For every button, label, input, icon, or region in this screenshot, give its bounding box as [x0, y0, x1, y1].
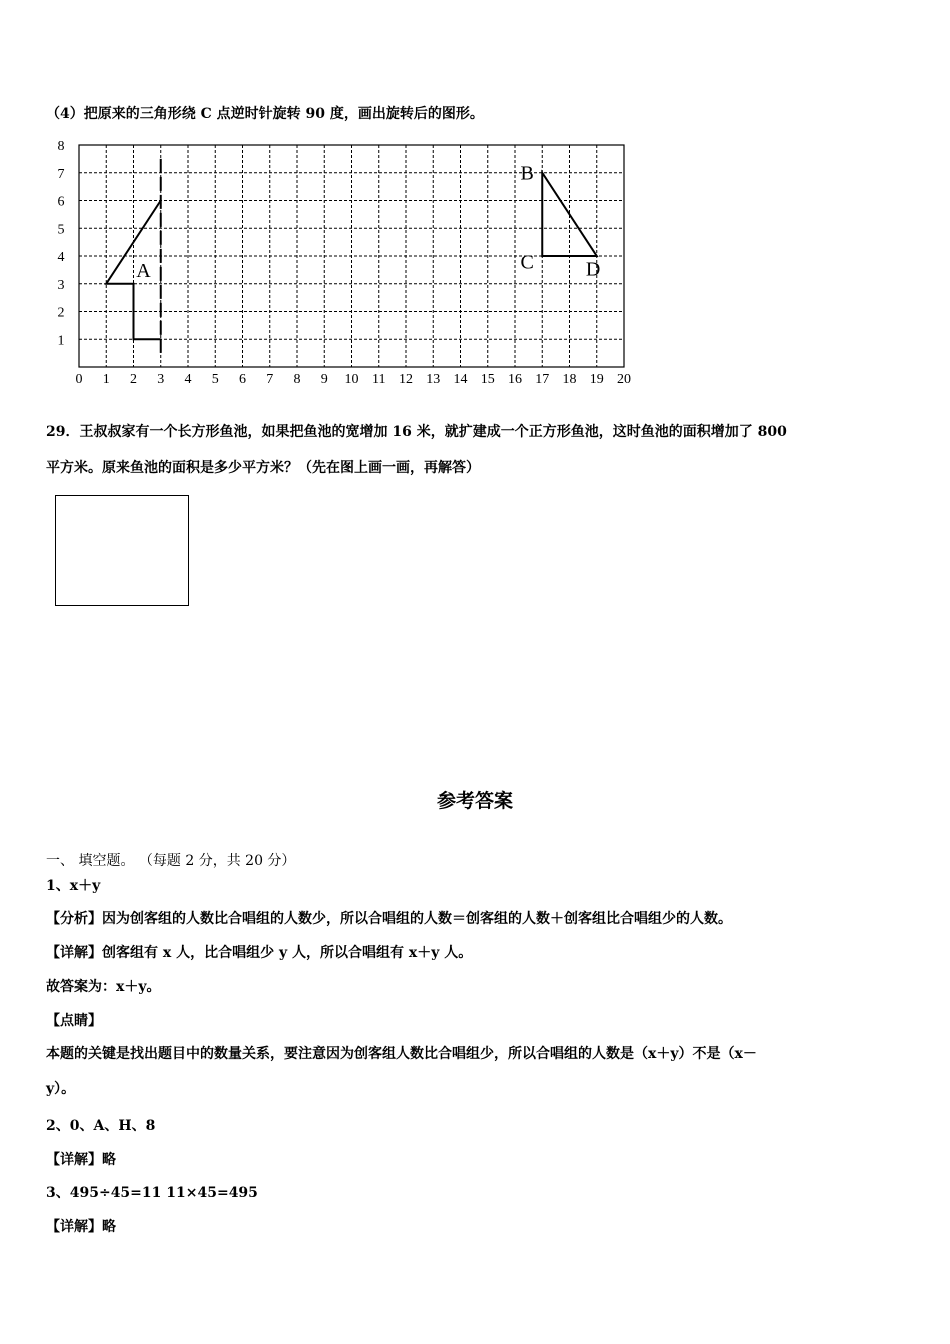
x-tick-label: 12 — [399, 372, 413, 387]
label-c: C — [520, 251, 534, 274]
x-tick-label: 8 — [293, 372, 301, 387]
answer-line: 本题的关键是找出题目中的数量关系，要注意因为创客组人数比合唱组少，所以合唱组的人数是（x＋y）不是（x－ — [46, 1046, 757, 1062]
answer-line: 故答案为：x＋y。 — [46, 979, 161, 995]
question-29-line-1: 29．王叔叔家有一个长方形鱼池，如果把鱼池的宽增加 16 米，就扩建成一个正方形鱼池，这时鱼池的面积增加了 800 — [46, 424, 787, 440]
x-tick-label: 13 — [426, 372, 441, 387]
x-tick-label: 16 — [508, 372, 522, 387]
x-tick-label: 17 — [535, 372, 550, 387]
y-tick-label: 5 — [57, 222, 65, 238]
x-tick-label: 1 — [102, 372, 110, 387]
answer-line: 【分析】因为创客组的人数比合唱组的人数少，所以合唱组的人数＝创客组的人数＋创客组比合唱组少的人数。 — [46, 911, 732, 927]
x-tick-label: 0 — [75, 372, 83, 387]
answer-line: 2、0、A、H、8 — [46, 1118, 156, 1134]
answer-line: 【详解】略 — [46, 1152, 116, 1168]
x-tick-label: 4 — [184, 372, 192, 387]
x-tick-label: 9 — [320, 372, 328, 387]
x-tick-label: 15 — [480, 372, 495, 387]
y-tick-label: 3 — [57, 277, 65, 293]
y-tick-label: 7 — [57, 166, 65, 182]
x-tick-label: 19 — [589, 372, 604, 387]
answers-title: 参考答案 — [436, 790, 513, 812]
x-tick-label: 2 — [130, 372, 137, 387]
section-heading: 一、 填空题。 （每题 2 分，共 20 分） — [46, 853, 296, 869]
label-b: B — [520, 162, 534, 185]
label-a: A — [136, 259, 151, 282]
answer-line: 3、495÷45=11 11×45=495 — [46, 1185, 258, 1201]
question-29-line-2: 平方米。原来鱼池的面积是多少平方米？（先在图上画一画，再解答） — [46, 460, 480, 476]
y-tick-label: 6 — [57, 194, 65, 210]
x-tick-label: 18 — [562, 372, 577, 387]
x-tick-label: 7 — [266, 372, 274, 387]
x-tick-label: 14 — [453, 372, 468, 387]
coordinate-grid — [0, 130, 660, 390]
answer-line: y）。 — [46, 1081, 76, 1097]
x-tick-label: 10 — [344, 372, 359, 387]
x-tick-label: 20 — [617, 372, 631, 387]
question-28-part-4: （4）把原来的三角形绕 C 点逆时针旋转 90 度，画出旋转后的图形。 — [46, 106, 484, 122]
y-tick-label: 8 — [57, 139, 65, 154]
x-tick-label: 5 — [211, 372, 219, 387]
answer-line: 【点睛】 — [46, 1013, 102, 1029]
x-tick-label: 3 — [157, 372, 165, 387]
answer-line: 1、x＋y — [46, 878, 101, 894]
y-tick-label: 2 — [57, 305, 65, 321]
x-tick-label: 11 — [372, 372, 386, 387]
y-tick-label: 4 — [57, 250, 65, 265]
answer-line: 【详解】创客组有 x 人，比合唱组少 y 人，所以合唱组有 x＋y 人。 — [46, 945, 473, 961]
y-tick-label: 1 — [57, 333, 65, 349]
answer-line: 【详解】略 — [46, 1219, 116, 1235]
fish-pond-rectangle — [55, 495, 189, 606]
x-tick-label: 6 — [239, 372, 246, 387]
label-d: D — [585, 258, 601, 281]
